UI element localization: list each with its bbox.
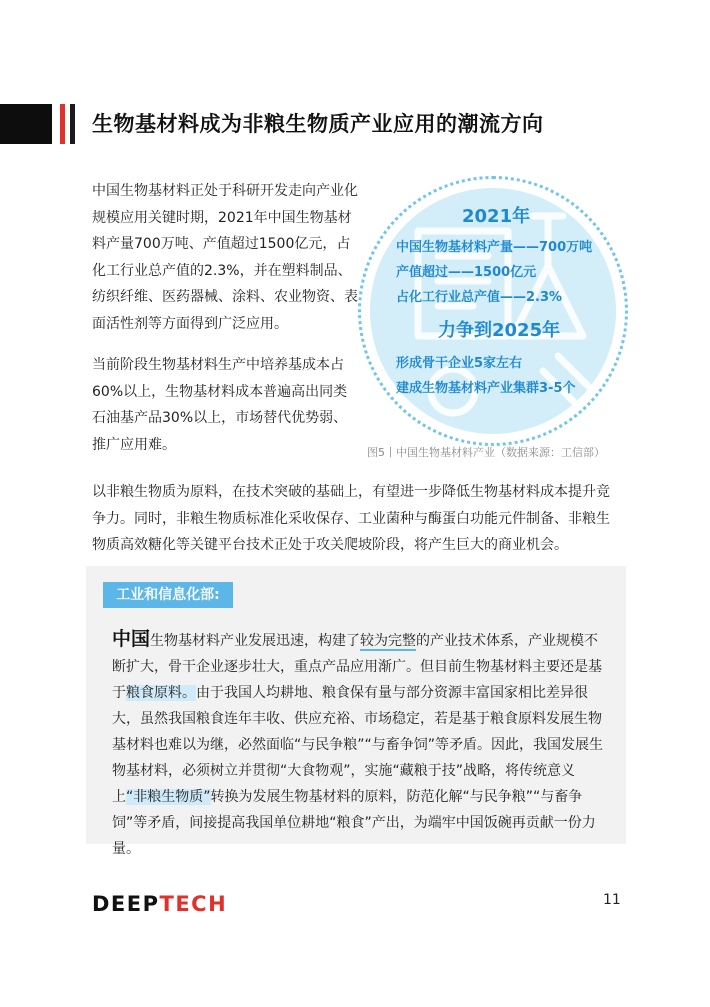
quote-seg3: 的产业技术体系，产业规模不断扩大，骨干企业逐步壮大，重点产品应用渐广。但目前生物基材料主要还是基于 <box>112 633 602 701</box>
quote-text <box>112 626 610 862</box>
page-number: 11 <box>603 892 621 908</box>
header-red-bar <box>60 104 65 144</box>
quote-seg1: 生物基材料产业发展迅速，构建了 <box>150 633 361 649</box>
quote-seg7: 转换为发展生物基材料的原料，防范化解“与民争粮”“与畜争饲”等矛盾，间接提高我国单位耕地“粮食”产出，为端牢中国饭碗再贡献一份力量。 <box>112 789 596 857</box>
figure-line-output: 中国生物基材料产量——700万吨 <box>396 240 593 255</box>
figure-year-2021: 2021年 <box>462 206 531 227</box>
figure-caption: 图5丨中国生物基材料产业（数据来源：工信部） <box>367 446 605 459</box>
figure-line-clusters: 建成生物基材料产业集群3-5个 <box>396 381 576 396</box>
header-dark-bar <box>70 104 75 144</box>
paragraph-intro: 中国生物基材料正处于科研开发走向产业化规模应用关键时期，2021年中国生物基材料产量700万吨、产值超过1500亿元，占化工行业总产值的2.3%，并在塑料制品、纺织纤维、医药器械、涂料、农业物资、表面活性剂等方面得到广泛应用。 <box>92 183 358 332</box>
quote-highlight-nongrain: “非粮生物质” <box>126 789 211 805</box>
deeptech-logo <box>92 892 227 916</box>
quote-source-tag: 工业和信息化部: <box>103 582 233 608</box>
quote-underline-complete: 较为完整 <box>360 633 417 649</box>
figure-line-enterprises: 形成骨干企业5家左右 <box>396 356 523 371</box>
quote-lead-chars: 中国 <box>112 628 151 650</box>
paragraph-cost: 当前阶段生物基材料生产中培养基成本占60%以上，生物基材料成本普遍高出同类石油基产品30%以上，市场替代优势弱、推广应用难。 <box>92 357 348 453</box>
paragraph-opportunity: 以非粮生物质为原料，在技术突破的基础上，有望进一步降低生物基材料成本提升竞争力。同时，非粮生物质标准化采收保存、工业菌种与酶蛋白功能元件制备、非粮生物质高效糖化等关键平台技术正处于攻关爬坡阶段，将产生巨大的商业机会。 <box>92 484 610 553</box>
logo-part-tech: TECH <box>159 892 228 916</box>
quote-highlight-grain: 粮食原料。 <box>126 685 196 701</box>
logo-part-deep: DEEP <box>92 892 160 916</box>
figure-line-value: 产值超过——1500亿元 <box>396 265 537 280</box>
figure-line-share: 占化工行业总产值——2.3% <box>396 290 563 305</box>
figure-target-2025: 力争到2025年 <box>438 320 561 341</box>
figure-circle <box>358 176 628 446</box>
section-title: 生物基材料成为非粮生物质产业应用的潮流方向 <box>92 112 544 136</box>
quote-seg5: 由于我国人均耕地、粮食保有量与部分资源丰富国家相比差异很大，虽然我国粮食连年丰收、供应充裕、市场稳定，若是基于粮食原料发展生物基材料也难以为继，必然面临“与民争粮”“与畜争饲”等矛盾。因此，我国发展生物基材料，必须树立并贯彻“大食物观”，实施“藏粮于技”战略，将传统意义上 <box>112 685 604 805</box>
header-black-block <box>0 104 52 144</box>
